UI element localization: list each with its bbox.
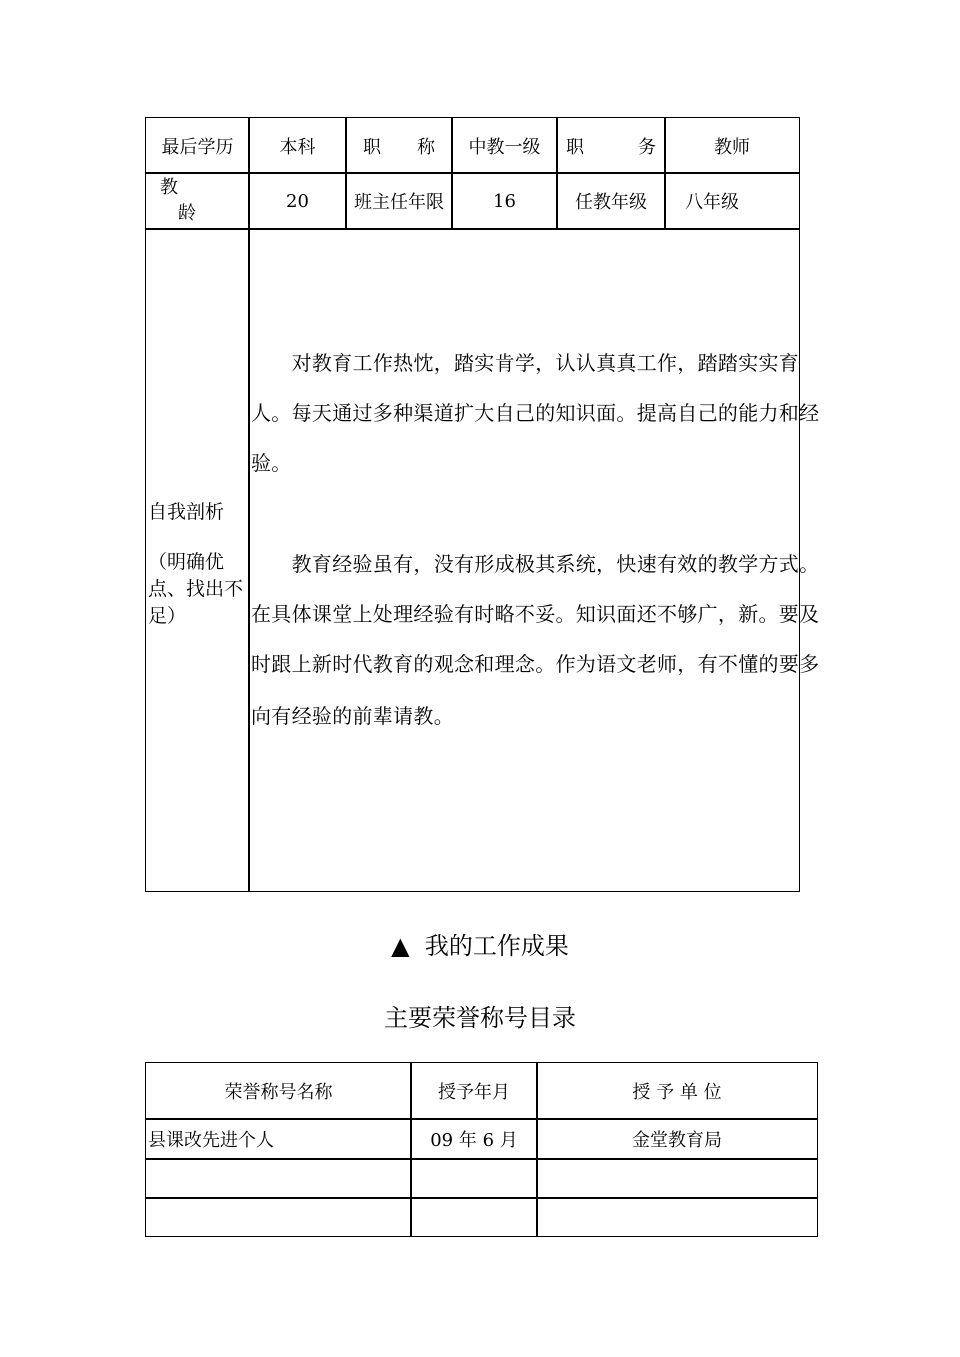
self-analysis-note-line: 点、找出不: [148, 578, 244, 600]
cell-position-label: 职 务: [556, 117, 666, 174]
paragraph-line: 时跟上新时代教育的观念和理念。作为语文老师，有不懂的要多: [251, 652, 820, 676]
self-analysis-note-line: （明确优: [148, 551, 225, 573]
table-cell: [536, 1197, 818, 1237]
self-analysis-title: 自我剖析: [148, 501, 225, 523]
cell-position-value: 教师: [664, 117, 800, 174]
cell-education-label: 最后学历: [145, 117, 250, 174]
table-cell: [145, 1197, 412, 1237]
table-cell: [410, 1197, 538, 1237]
paragraph-line: 向有经验的前辈请教。: [251, 704, 454, 728]
table-cell: 09 年 6 月: [410, 1118, 538, 1160]
cell-grade-label: 任教年级: [556, 172, 666, 230]
paragraph-line: 教育经验虽有，没有形成极其系统，快速有效的教学方式。: [251, 552, 820, 576]
paragraph-line: 验。: [251, 451, 292, 475]
table-cell: 金堂教育局: [536, 1118, 818, 1160]
paragraph-line: 人。每天通过多种渠道扩大自己的知识面。提高自己的能力和经: [251, 401, 820, 425]
cell-self-analysis-label: [145, 228, 250, 892]
section-title: 我的工作成果: [424, 932, 569, 960]
section-heading: [0, 926, 960, 961]
table-cell: [536, 1158, 818, 1199]
cell-title-label: 职 称: [345, 117, 453, 174]
header-award-date: 授予年月: [410, 1062, 538, 1120]
cell-title-value: 中教一级: [451, 117, 558, 174]
header-honor-name: 荣誉称号名称: [145, 1062, 412, 1120]
cell-headteacher-years-value: 16: [451, 172, 558, 230]
cell-headteacher-years-label: 班主任年限: [345, 172, 453, 230]
table-cell: [145, 1158, 412, 1199]
cell-grade-value: 八年级: [664, 172, 800, 230]
paragraph-line: 对教育工作热忱，踏实肯学，认认真真工作，踏踏实实育: [251, 351, 800, 375]
table-cell: [410, 1158, 538, 1199]
honors-title: 主要荣誉称号目录: [384, 1004, 576, 1032]
triangle-icon: ▲: [391, 932, 410, 960]
cell-teaching-years-value: 20: [248, 172, 347, 230]
table-cell: 县课改先进个人: [145, 1118, 412, 1160]
paragraph-line: 在具体课堂上处理经验有时略不妥。知识面还不够广，新。要及: [251, 602, 820, 626]
cell-education-value: 本科: [248, 117, 347, 174]
header-award-unit: 授 予 单 位: [536, 1062, 818, 1120]
cell-teaching-years-label: 教 龄: [145, 172, 250, 230]
self-analysis-note-line: 足）: [148, 605, 187, 627]
